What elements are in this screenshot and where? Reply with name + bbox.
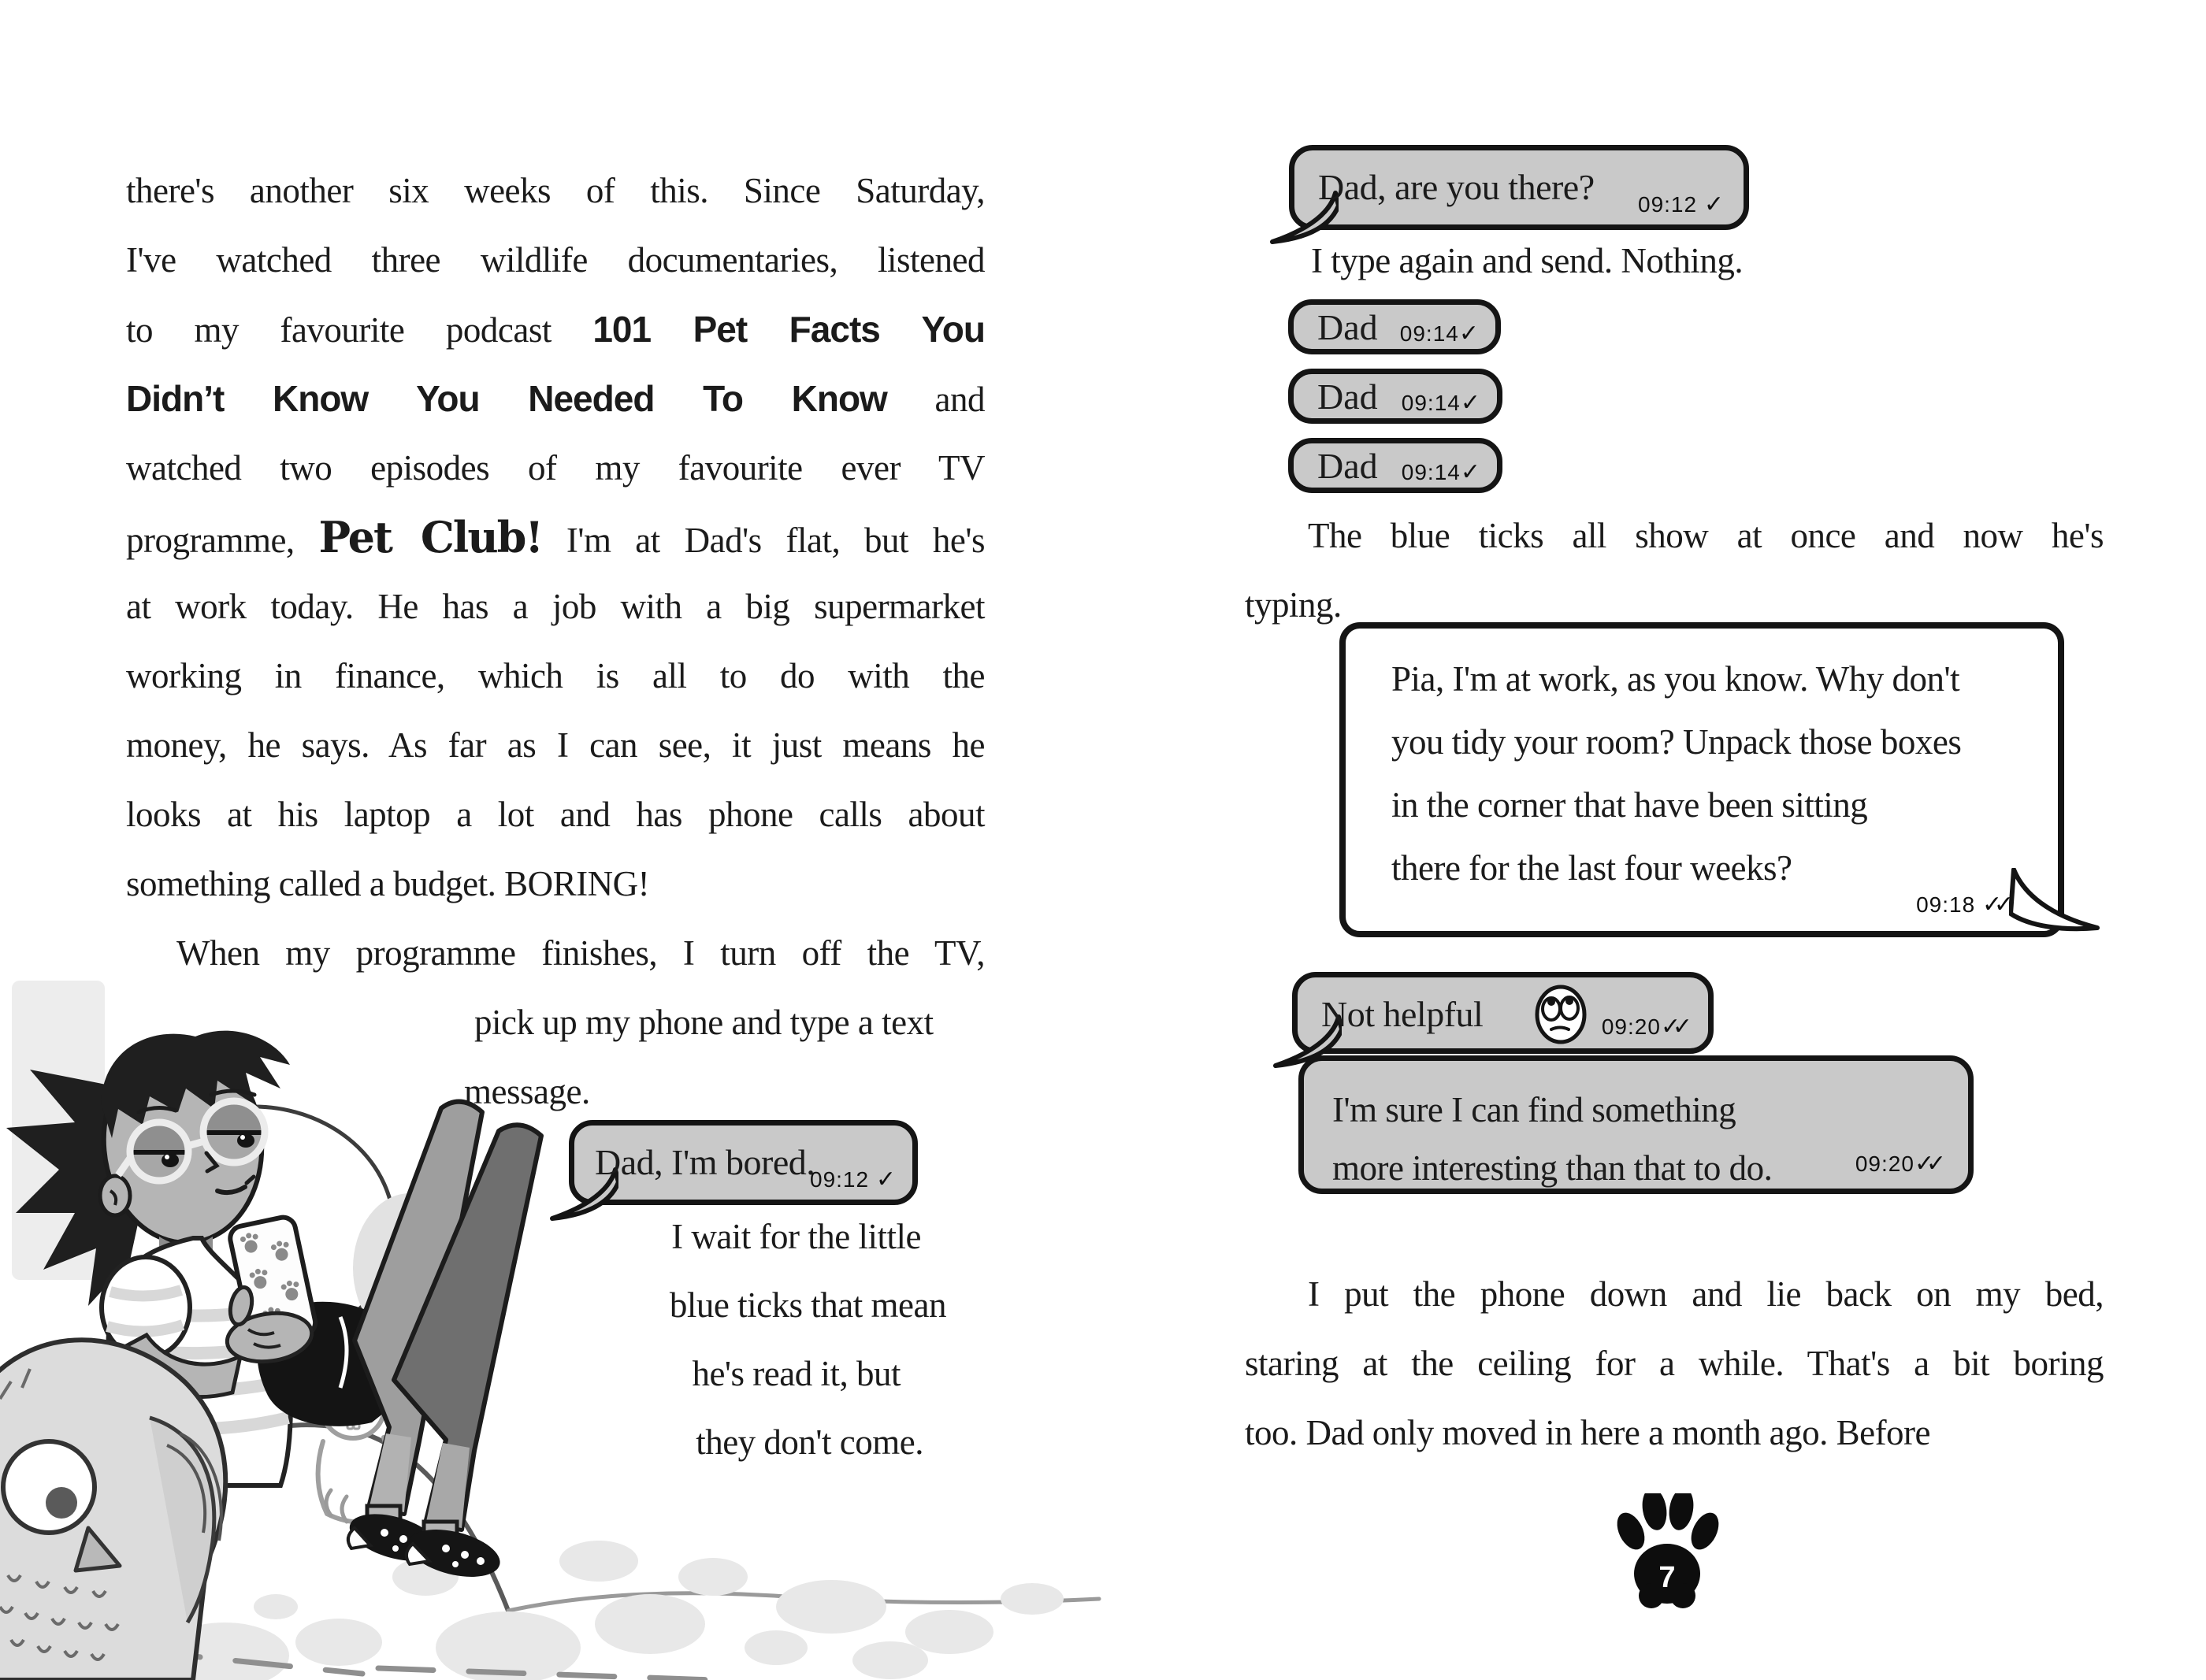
bubble-text: Not helpful [1321, 994, 1484, 1034]
body-line: When my programme finishes, I turn off the TV, [176, 933, 985, 973]
speech-bubble-im-sure [1298, 1055, 1974, 1194]
timestamp: 09:14✓ [1401, 458, 1481, 486]
timestamp: 09:12 ✓ [1638, 191, 1725, 218]
sheet-spots [61, 1541, 1064, 1680]
body-line: message. [464, 1072, 590, 1111]
bubble-text: Dad [1317, 376, 1378, 417]
timestamp: 09:20✓✓ [1602, 1013, 1692, 1040]
bubble-text: Pia, I'm at work, as you know. Why don't [1391, 659, 1960, 699]
body-line: working in finance, which is all to do with the [126, 656, 985, 695]
owl-plush [0, 1340, 225, 1680]
body-line: watched two episodes of my favourite ever TV [126, 448, 985, 488]
bubble-text: I'm sure I can find something [1332, 1090, 1736, 1129]
body-line: there's another six weeks of this. Since Saturday, [126, 171, 985, 210]
body-text: to my favourite podcast [126, 310, 593, 350]
bubble-text: Dad [1317, 445, 1378, 486]
bubble-text: Dad, are you there? [1318, 167, 1595, 207]
timestamp: 09:12 ✓ [810, 1166, 897, 1193]
tick-icon: ✓ [875, 1166, 897, 1193]
podcast-title-part2: Didn’t Know You Needed To Know [126, 378, 887, 419]
body-line [126, 503, 985, 572]
speech-bubble-not-helpful [1292, 972, 1714, 1054]
tick-icon: ✓ [1460, 388, 1481, 417]
double-tick-icon: ✓✓ [1914, 1150, 1938, 1177]
bubble-tail [2009, 868, 2104, 936]
body-line: looks at his laptop a lot and has phone calls about [126, 795, 985, 834]
paw-print-page-marker [1606, 1493, 1729, 1616]
body-line: I put the phone down and lie back on my bed, [1308, 1274, 2104, 1314]
timestamp: 09:14✓ [1401, 388, 1481, 417]
speech-bubble-pia-im-at-work [1339, 622, 2064, 937]
owl-eye [3, 1441, 95, 1533]
body-line: I wait for the little [671, 1217, 921, 1256]
body-line: at work today. He has a job with a big supermarket [126, 587, 985, 626]
page-number: 7 [1658, 1561, 1676, 1594]
body-line: too. Dad only moved in here a month ago. Before [1245, 1413, 1931, 1452]
body-line [126, 295, 985, 364]
speech-bubble-dad-1 [1288, 299, 1501, 354]
speech-bubble-dad-are-you-there [1289, 145, 1749, 230]
timestamp: 09:20✓✓ [1855, 1150, 1946, 1177]
bubble-text: in the corner that have been sitting [1391, 785, 1868, 825]
bubble-text: Dad, I'm bored. [595, 1142, 815, 1182]
body-line: they don't come. [696, 1422, 923, 1462]
tick-icon: ✓ [1460, 458, 1481, 486]
body-line: he's read it, but [692, 1354, 901, 1393]
tick-icon: ✓ [1458, 319, 1480, 347]
podcast-title-part1: 101 Pet Facts You [592, 309, 985, 350]
speech-bubble-dad-2 [1288, 369, 1502, 424]
body-line: The blue ticks all show at once and now he's [1308, 516, 2104, 555]
tv-show-title: Pet Club! [318, 512, 543, 562]
body-line: staring at the ceiling for a while. That's a bit boring [1245, 1344, 2104, 1383]
body-text: I'm at Dad's flat, but he's [542, 521, 985, 560]
body-line [126, 364, 985, 433]
bubble-text: Dad [1317, 306, 1378, 347]
bubble-text: there for the last four weeks? [1391, 848, 1792, 888]
body-text: programme, [126, 521, 319, 560]
body-line: blue ticks that mean [669, 1285, 946, 1325]
body-line: typing. [1245, 585, 1342, 625]
speech-bubble-dad-3 [1288, 438, 1502, 493]
double-tick-icon: ✓✓ [1981, 891, 2006, 918]
speech-bubble-dad-im-bored [569, 1120, 918, 1205]
body-line: pick up my phone and type a text [474, 1003, 934, 1042]
tick-icon: ✓ [1703, 191, 1725, 218]
bubble-text: you tidy your room? Unpack those boxes [1391, 722, 1962, 762]
body-line: money, he says. As far as I can see, it just means he [126, 725, 985, 765]
body-line: something called a budget. BORING! [126, 864, 650, 903]
body-line: I type again and send. Nothing. [1311, 241, 1744, 280]
timestamp: 09:14✓ [1399, 319, 1480, 347]
body-text: and [886, 380, 985, 419]
bubble-text: more interesting than that to do. [1332, 1148, 1773, 1188]
timestamp: 09:18 ✓✓ [1916, 891, 2014, 918]
body-line: I've watched three wildlife documentaries, listened [126, 240, 985, 280]
eye-roll-emoji [1534, 984, 1588, 1045]
double-tick-icon: ✓✓ [1660, 1013, 1684, 1040]
